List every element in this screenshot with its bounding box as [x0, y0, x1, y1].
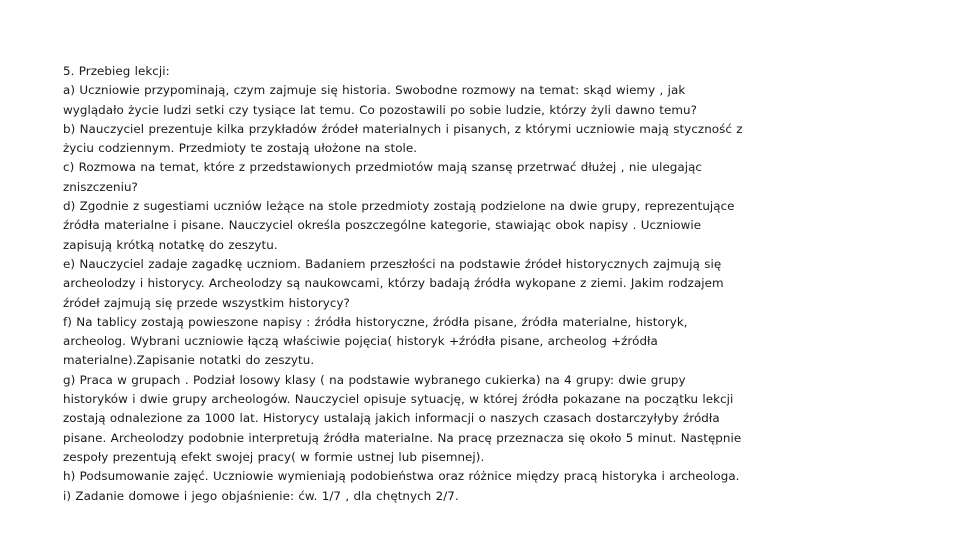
text-line: g) Praca w grupach . Podział losowy klasy ( na podstawie wybranego cukierka) na 4 grupy: dwie grupy	[63, 372, 686, 387]
text-line: zniszczeniu?	[63, 179, 138, 194]
text-line: źródeł zajmują się przede wszystkim historycy?	[63, 295, 350, 310]
text-line: f) Na tablicy zostają powieszone napisy : źródła historyczne, źródła pisane, źródła materialne, historyk,	[63, 314, 688, 329]
text-line: e) Nauczyciel zadaje zagadkę uczniom. Badaniem przeszłości na podstawie źródeł historycznych zajmują się	[63, 256, 722, 271]
text-line: c) Rozmowa na temat, które z przedstawionych przedmiotów mają szansę przetrwać dłużej , nie ulegając	[63, 160, 703, 175]
text-line: i) Zadanie domowe i jego objaśnienie: ćw. 1/7 , dla chętnych 2/7.	[63, 488, 459, 503]
text-line: historyków i dwie grupy archeologów. Nauczyciel opisuje sytuację, w której źródła pokazane na początku lekcji	[63, 392, 734, 407]
text-line: pisane. Archeolodzy podobnie interpretują źródła materialne. Na pracę przeznacza się około 5 minut. Następnie	[63, 430, 742, 445]
text-line: źródła materialne i pisane. Nauczyciel określa poszczególne kategorie, stawiając obok napisy . Uczniowie	[63, 218, 702, 233]
lesson-heading: 5. Przebieg lekcji:	[63, 64, 170, 78]
text-line: a) Uczniowie przypominają, czym zajmuje się historia. Swobodne rozmowy na temat: skąd wiemy , jak	[63, 83, 686, 98]
text-line: zespoły prezentują efekt swojej pracy( w formie ustnej lub pisemnej).	[63, 449, 485, 464]
text-line: zapisują krótką notatkę do zeszytu.	[63, 237, 278, 252]
text-line: materialne).Zapisanie notatki do zeszytu.	[63, 353, 315, 368]
text-line: wyglądało życie ludzi setki czy tysiące lat temu. Co pozostawili po sobie ludzie, którzy żyli dawno temu?	[63, 102, 697, 117]
lesson-plan-text	[63, 62, 798, 506]
text-line: d) Zgodnie z sugestiami uczniów leżące na stole przedmioty zostają podzielone na dwie grupy, reprezentujące	[63, 199, 735, 214]
text-line: h) Podsumowanie zajęć. Uczniowie wymieniają podobieństwa oraz różnice między pracą historyka i archeologa.	[63, 469, 740, 484]
text-line: życiu codziennym. Przedmioty te zostają ułożone na stole.	[63, 141, 418, 156]
text-line: archeolog. Wybrani uczniowie łączą właściwie pojęcia( historyk +źródła pisane, archeolog +źródła	[63, 334, 658, 349]
text-line: zostają odnalezione za 1000 lat. Historycy ustalają jakich informacji o naszych czasach dostarczyłyby źródła	[63, 411, 720, 426]
text-line: archeolodzy i historycy. Archeolodzy są naukowcami, którzy badają źródła wykopane z ziemi. Jakim rodzajem	[63, 276, 724, 291]
text-line: b) Nauczyciel prezentuje kilka przykładów źródeł materialnych i pisanych, z którymi uczniowie mają styczność z	[63, 121, 743, 136]
